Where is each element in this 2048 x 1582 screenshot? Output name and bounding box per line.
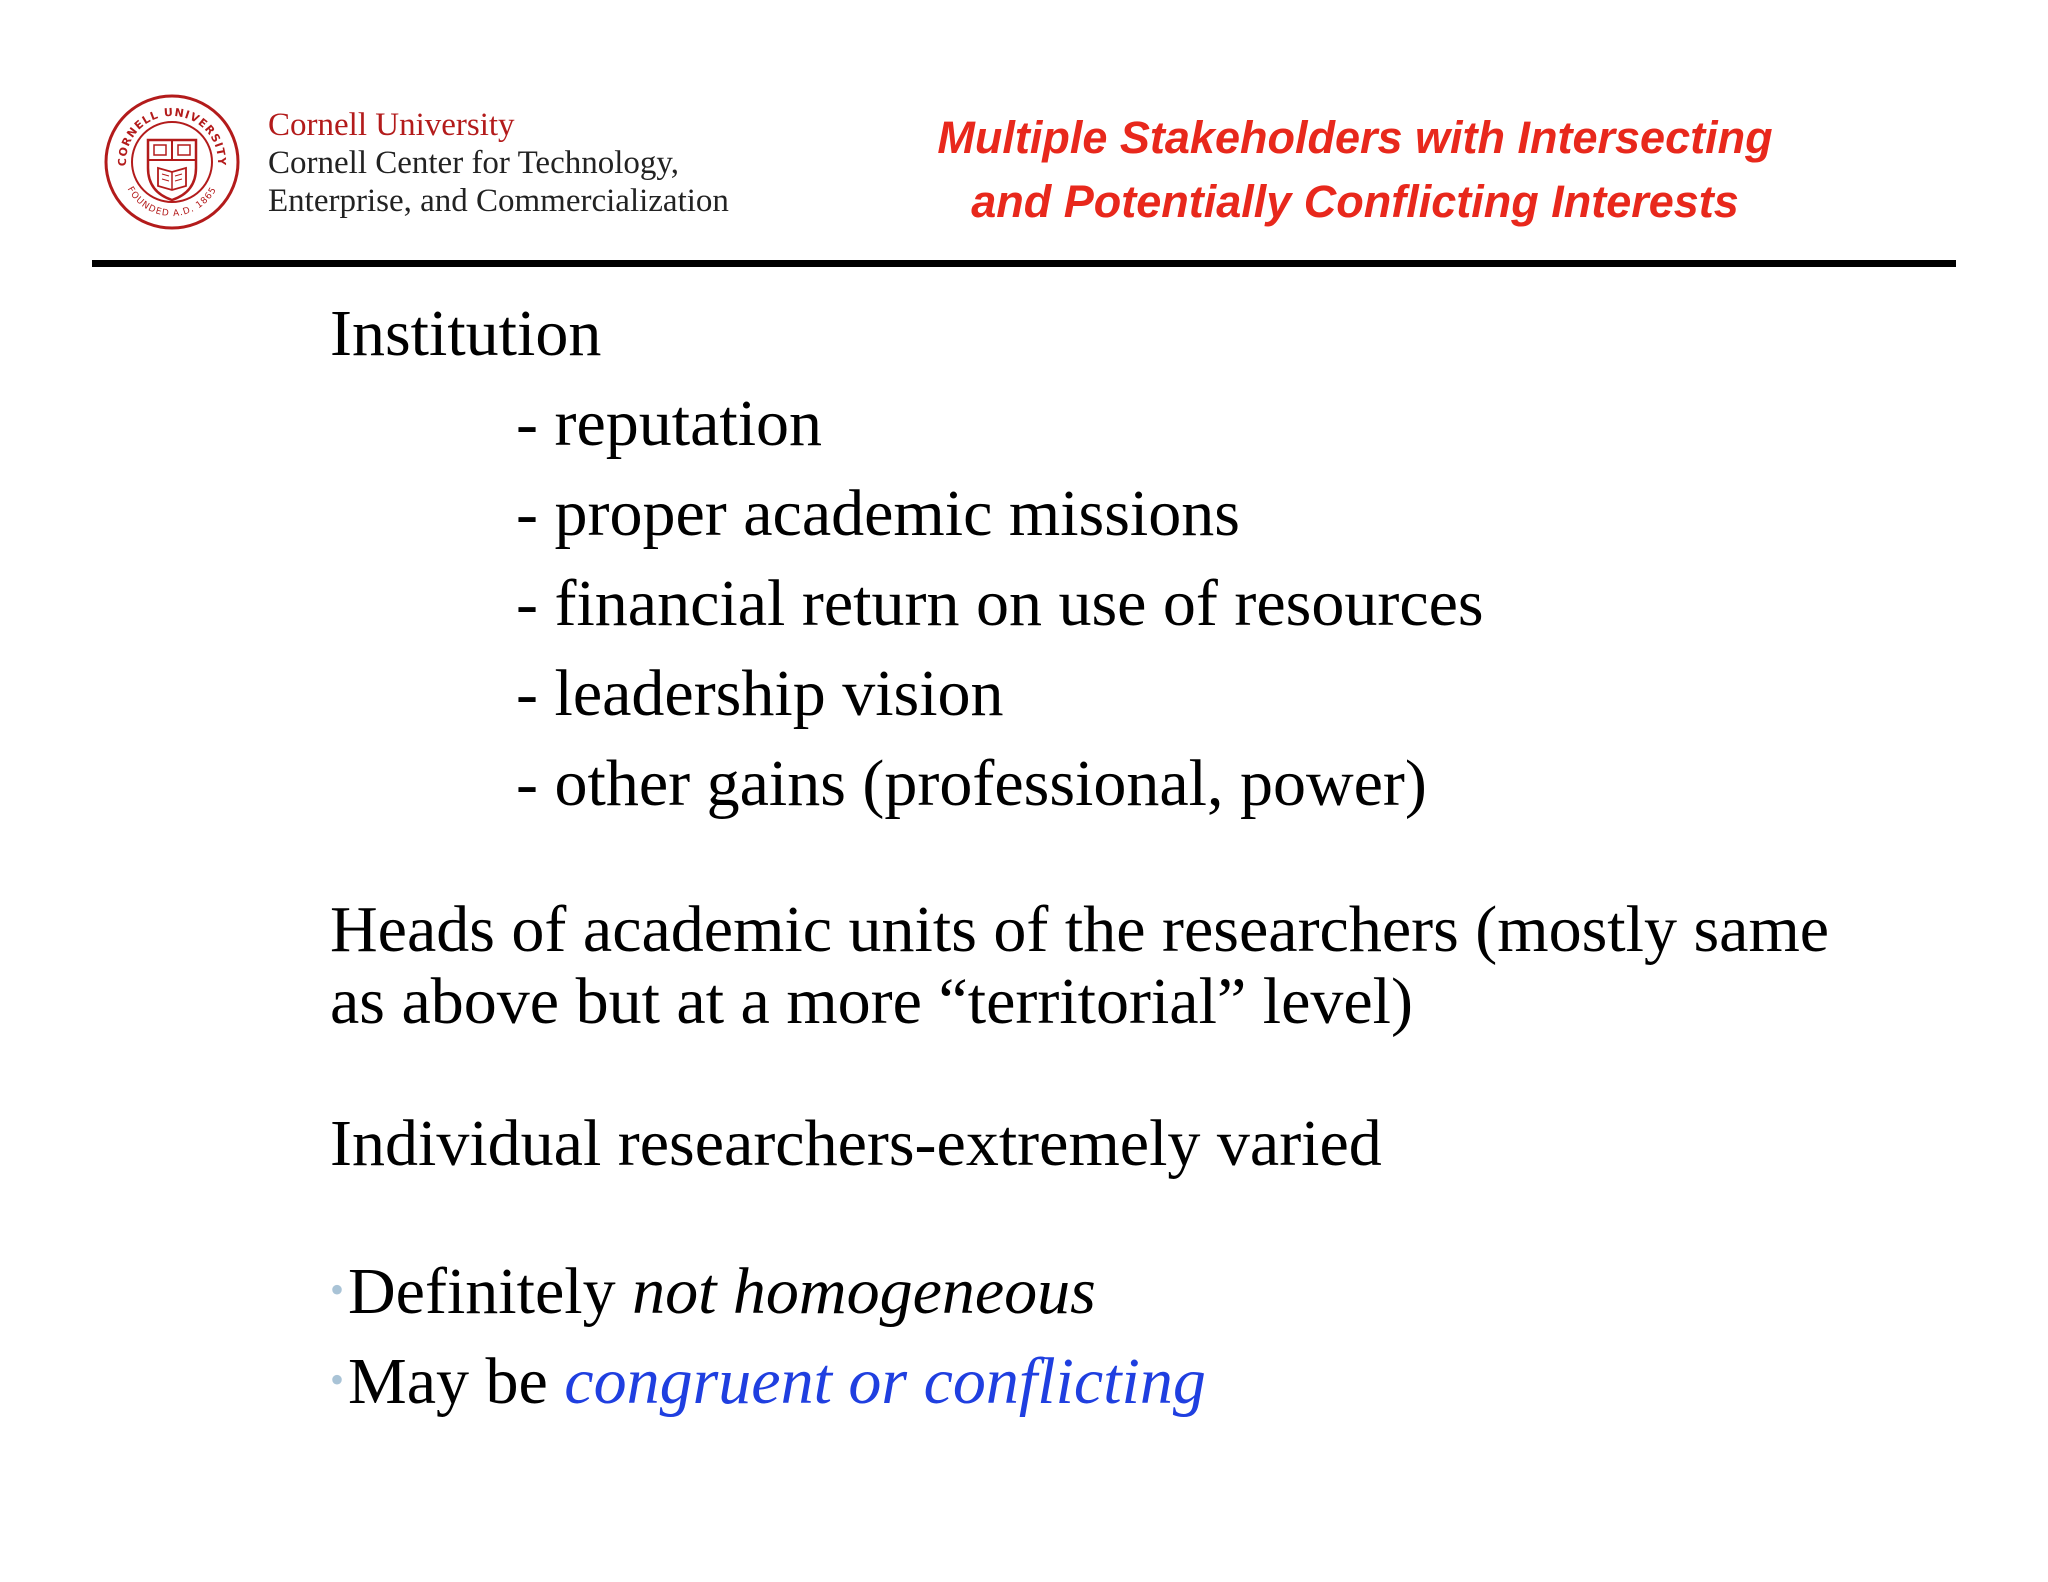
org-line-center: Cornell Center for Technology,	[268, 145, 680, 181]
institution-item-reputation: - reputation	[516, 387, 823, 460]
slide-title	[840, 106, 1870, 234]
org-line-university: Cornell University	[268, 107, 515, 143]
bullet-congruent-or-conflicting	[330, 1344, 1206, 1420]
institution-item-financial: - financial return on use of resources	[516, 567, 1484, 640]
svg-text:CORNELL UNIVERSITY: CORNELL UNIVERSITY	[115, 105, 229, 167]
header-divider	[92, 260, 1956, 267]
institution-item-missions: - proper academic missions	[516, 477, 1240, 550]
bullet-prefix: Definitely	[348, 1255, 633, 1328]
bullet-emphasis: not homogeneous	[632, 1255, 1096, 1328]
organization-name	[268, 106, 729, 220]
institution-heading: Institution	[330, 297, 602, 370]
cornell-seal-logo	[104, 94, 240, 230]
heads-paragraph: Heads of academic units of the researchers (mostly same as above but at a more “territorial” level)	[330, 893, 1830, 1038]
org-line-enterprise: Enterprise, and Commercialization	[268, 183, 729, 219]
slide-title-line-2: and Potentially Conflicting Interests	[971, 176, 1739, 227]
institution-item-leadership: - leadership vision	[516, 657, 1004, 730]
bullet-emphasis-blue: congruent or conflicting	[564, 1345, 1206, 1418]
bullet-not-homogeneous	[330, 1254, 1096, 1330]
individual-heading: Individual researchers-extremely varied	[330, 1107, 1382, 1180]
bullet-prefix: May be	[348, 1345, 565, 1418]
institution-item-other-gains: - other gains (professional, power)	[516, 747, 1427, 820]
bullet-icon: •	[330, 1357, 345, 1402]
bullet-icon: •	[330, 1267, 345, 1312]
slide-title-line-1: Multiple Stakeholders with Intersecting	[937, 112, 1773, 163]
svg-text:FOUNDED A.D. 1865: FOUNDED A.D. 1865	[124, 185, 220, 220]
